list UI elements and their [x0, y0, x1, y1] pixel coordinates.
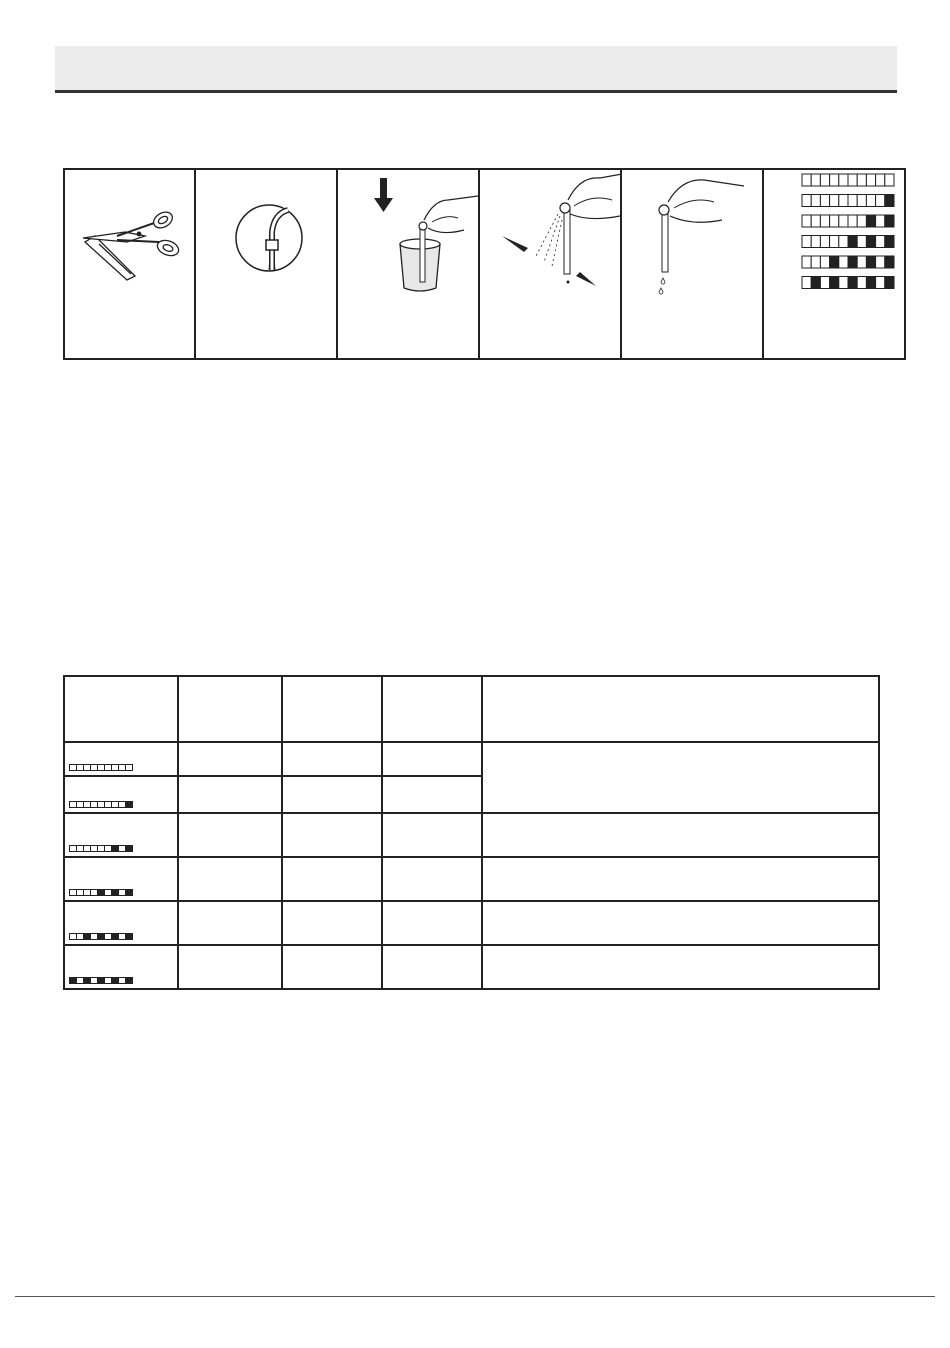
scale-field — [811, 256, 820, 268]
scale-field — [820, 277, 829, 289]
scale-field — [876, 256, 885, 268]
table-row — [64, 742, 879, 776]
scale-field — [830, 215, 839, 227]
scale-field — [811, 236, 820, 248]
header-cell-fh — [382, 676, 482, 742]
scale-field — [839, 277, 848, 289]
scale-field — [839, 236, 848, 248]
strip-field — [125, 801, 133, 808]
scale-field — [885, 236, 894, 248]
strip-field — [125, 845, 133, 852]
step-panel-dip — [336, 168, 480, 360]
step-panel-shake — [478, 168, 622, 360]
step-panel-drip — [620, 168, 764, 360]
scale-field — [839, 256, 848, 268]
strip-icon — [69, 801, 177, 808]
scale-field — [802, 215, 811, 227]
scale-field — [866, 236, 875, 248]
setting-cell-merged — [482, 742, 879, 813]
scale-field — [848, 195, 857, 207]
scale-field — [830, 256, 839, 268]
scale-field — [839, 174, 848, 186]
scale-field — [866, 195, 875, 207]
hardness-table — [63, 675, 880, 990]
scale-field — [820, 174, 829, 186]
scale-field — [811, 174, 820, 186]
scale-field — [811, 277, 820, 289]
header-cell-strip — [64, 676, 178, 742]
drip-icon — [622, 170, 766, 362]
scale-field — [802, 277, 811, 289]
scale-field — [839, 195, 848, 207]
scale-field — [885, 256, 894, 268]
header-cell-level — [178, 676, 282, 742]
color-scale-icon — [764, 170, 908, 362]
scale-field — [866, 277, 875, 289]
table-row — [64, 813, 879, 857]
scale-field — [848, 256, 857, 268]
scale-field — [802, 236, 811, 248]
scale-field — [885, 215, 894, 227]
strip-icon — [69, 977, 177, 984]
scale-field — [830, 195, 839, 207]
scale-field — [876, 236, 885, 248]
scale-field — [830, 277, 839, 289]
table-row — [64, 857, 879, 901]
scale-field — [876, 174, 885, 186]
footer-rule — [15, 1296, 935, 1297]
table-row — [64, 901, 879, 945]
header-cell-dh — [282, 676, 382, 742]
strip-field — [125, 764, 133, 771]
scale-field — [857, 174, 866, 186]
scale-field — [866, 215, 875, 227]
scissors-icon — [65, 170, 198, 362]
scale-field — [848, 277, 857, 289]
scale-field — [802, 195, 811, 207]
scale-field — [857, 195, 866, 207]
strip-field — [125, 889, 133, 896]
scale-field — [885, 195, 894, 207]
scale-field — [885, 174, 894, 186]
scale-field — [857, 236, 866, 248]
step-panel-compare — [762, 168, 906, 360]
scale-field — [848, 236, 857, 248]
strip-icon — [69, 764, 177, 771]
table-row — [64, 945, 879, 989]
scale-field — [802, 174, 811, 186]
scale-field — [876, 215, 885, 227]
strip-field — [125, 977, 133, 984]
scale-field — [839, 215, 848, 227]
scale-field — [811, 195, 820, 207]
strip-icon — [69, 933, 177, 940]
scale-field — [830, 174, 839, 186]
strip-field — [125, 933, 133, 940]
scale-field — [848, 174, 857, 186]
scale-field — [857, 256, 866, 268]
scale-field — [820, 236, 829, 248]
scale-field — [802, 256, 811, 268]
scale-field — [876, 277, 885, 289]
scale-field — [820, 195, 829, 207]
scale-field — [820, 256, 829, 268]
scale-field — [811, 215, 820, 227]
strip-icon — [69, 845, 177, 852]
scale-field — [866, 174, 875, 186]
header-cell-setting — [482, 676, 879, 742]
scale-field — [885, 277, 894, 289]
scale-field — [848, 215, 857, 227]
glass-dip-icon — [338, 170, 482, 362]
table-header-row — [64, 676, 879, 742]
scale-field — [857, 277, 866, 289]
scale-field — [820, 215, 829, 227]
faucet-icon — [196, 170, 340, 362]
step-panel-water — [194, 168, 338, 360]
scale-field — [830, 236, 839, 248]
scale-field — [876, 195, 885, 207]
step-panel-cut — [63, 168, 196, 360]
instruction-steps — [0, 0, 950, 370]
scale-field — [857, 215, 866, 227]
strip-icon — [69, 889, 177, 896]
shake-strip-icon — [480, 170, 624, 362]
scale-field — [866, 256, 875, 268]
